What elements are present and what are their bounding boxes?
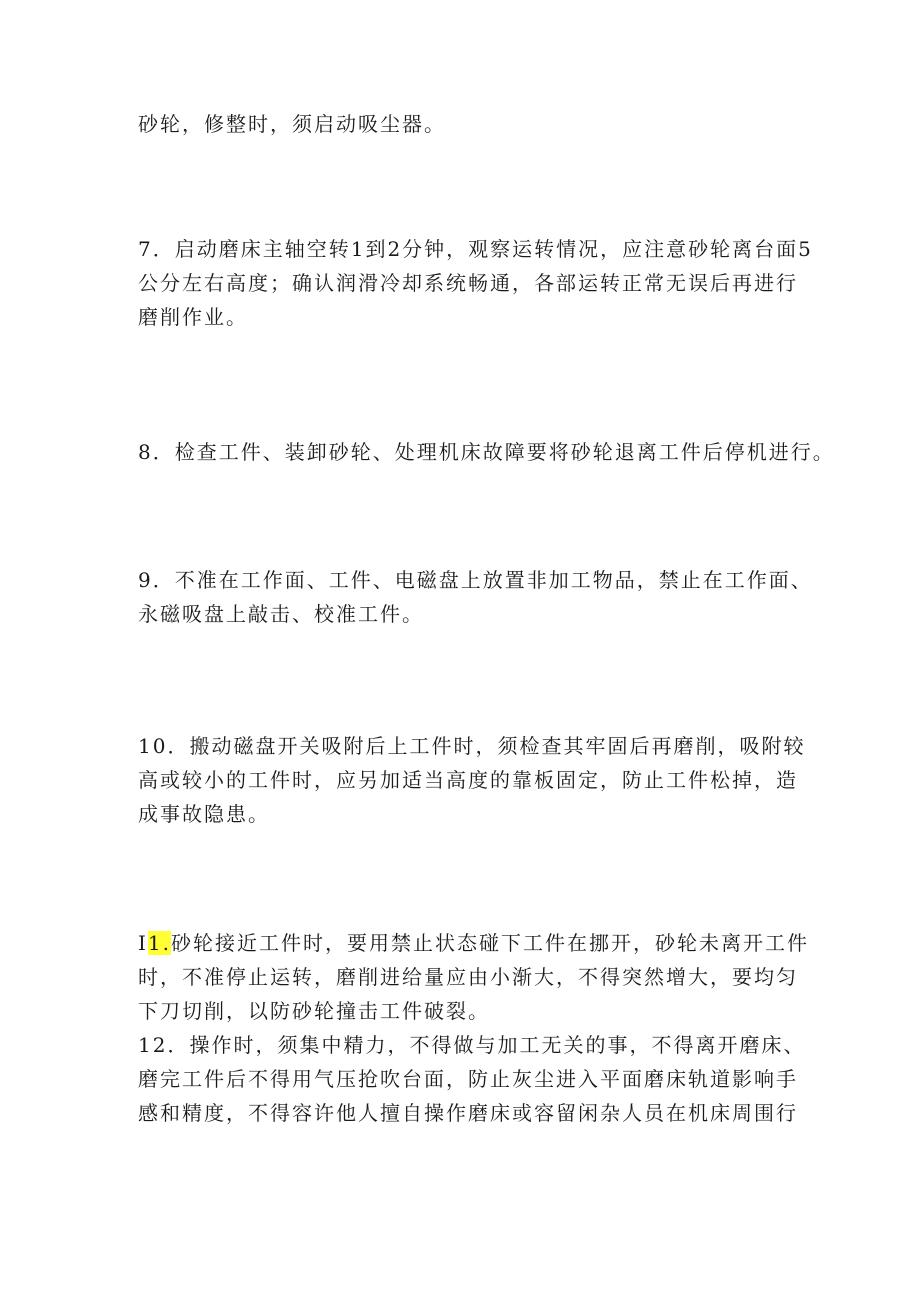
text-line: 高或较小的工件时，应另加适当高度的靠板固定，防止工件松掉，造: [138, 768, 798, 792]
paragraph-12: [138, 1028, 806, 1130]
paragraph-11: [138, 926, 809, 1028]
text-line: [138, 926, 809, 960]
paragraph-8: [138, 435, 835, 469]
text-line: 感和精度，不得容许他人擅自操作磨床或容留闲杂人员在机床周围行: [138, 1101, 798, 1125]
text-line: 12．操作时，须集中精力，不得做与加工无关的事，不得离开磨床、: [138, 1033, 806, 1057]
text-line: 8．检查工件、装卸砂轮、处理机床故障要将砂轮退离工件后停机进行。: [138, 440, 835, 464]
paragraph-7: [138, 232, 813, 334]
text-line: 永磁吸盘上敲击、校准工件。: [138, 602, 424, 626]
text-line: 7．启动磨床主轴空转1到2分钟，观察运转情况，应注意砂轮离台面5: [138, 237, 813, 261]
text-line: 磨完工件后不得用气压抢吹台面，防止灰尘进入平面磨床轨道影响手: [138, 1067, 798, 1091]
text-line: 时，不准停止运转，磨削进给量应由小渐大，不得突然增大，要均匀: [138, 965, 798, 989]
paragraph-number-plain: I: [138, 931, 148, 955]
text-line-body: 砂轮接近工件时，要用禁止状态碰下工件在挪开，砂轮未离开工件: [171, 931, 809, 955]
highlighted-paragraph-number: 1.: [147, 931, 171, 955]
paragraph-6-tail: [138, 107, 798, 141]
text-line: 磨削作业。: [138, 305, 248, 329]
text-line: 下刀切削，以防砂轮撞击工件破裂。: [138, 999, 490, 1023]
text-line: 砂轮，修整时，须启动吸尘器。: [138, 112, 446, 136]
text-line: 10．搬动磁盘开关吸附后上工件时，须检查其牢固后再磨削，吸附较: [138, 734, 806, 758]
text-line: 9．不准在工作面、工件、电磁盘上放置非加工物品，禁止在工作面、: [138, 568, 813, 592]
text-line: 公分左右高度；确认润滑冷却系统畅通，各部运转正常无误后再进行: [138, 271, 798, 295]
paragraph-10: [138, 729, 806, 831]
paragraph-9: [138, 563, 813, 631]
text-line: 成事故隐患。: [138, 802, 270, 826]
